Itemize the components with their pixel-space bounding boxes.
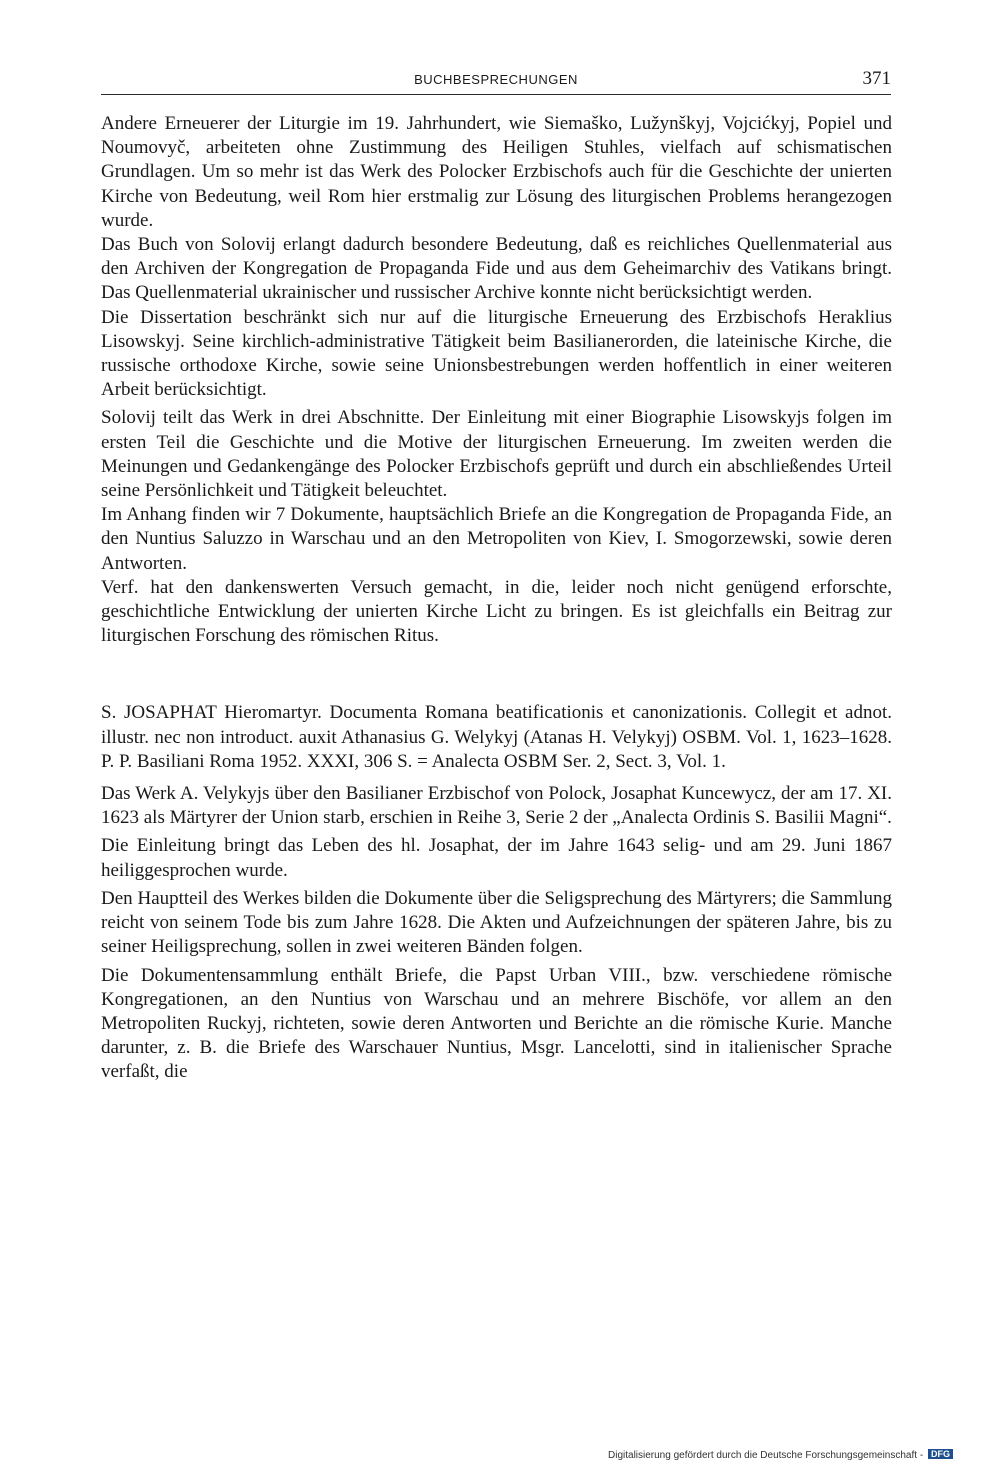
review2-paragraph-2: Die Einleitung bringt das Leben des hl. Josaphat, der im Jahre 1643 selig- und am 29. Juni 1867 heiliggesprochen wurde. bbox=[101, 835, 892, 881]
dfg-logo: DFG bbox=[928, 1449, 953, 1459]
review1-paragraph-4: Solovij teilt das Werk in drei Abschnitte. Der Einleitung mit einer Biographie Lisowskyjs folgen im ersten Teil die Geschichte und die Motive der liturgischen Erneuerung. Im zweiten werden die Meinungen und Gedankengänge des Polocker Erzbischofs geprüft und durch ein abschließendes Urteil seine Persönlichkeit und Tätigkeit beleuchtet. bbox=[101, 407, 892, 502]
footer-text: Digitalisierung gefördert durch die Deutsche Forschungsgemeinschaft - bbox=[608, 1450, 924, 1461]
review1-paragraph-3: Die Dissertation beschränkt sich nur auf die liturgische Erneuerung des Erzbischofs Heraklius Lisowskyj. Seine kirchlich-administrative Tätigkeit beim Basilianerorden, die lateinische Kirche, die russische orthodoxe Kirche, sowie seine Unionsbestrebungen werden hoffentlich in einer weiteren Arbeit berücksichtigt. bbox=[101, 306, 892, 401]
review2-citation: S. JOSAPHAT Hieromartyr. Documenta Romana beatificationis et canonizationis. Collegit et adnot. illustr. nec non introduct. auxit Athanasius G. Welykyj (Atanas H. Velykyj) OSBM. Vol. 1, 1623–1628. P. P. Basiliani Roma 1952. XXXI, 306 S. = Analecta OSBM Ser. 2, Sect. 3, Vol. 1. bbox=[101, 702, 892, 772]
review1-paragraph-1: Andere Erneuerer der Liturgie im 19. Jahrhundert, wie Siemaško, Lužynškyj, Vojcićkyj, Popiel und Noumovyč, arbeiteten ohne Zustimmung des Heiligen Stuhles, vielfach auf schismatischen Grundlagen. Um so mehr ist das Werk des Polocker Erzbischofs auch für die Geschichte der unierten Kirche von Bedeutung, weil Rom hier erstmalig zur Lösung des liturgischen Problems herangezogen wurde. bbox=[101, 113, 892, 231]
review2-paragraph-1: Das Werk A. Velykyjs über den Basilianer Erzbischof von Polock, Josaphat Kuncewycz, der am 17. XI. 1623 als Märtyrer der Union starb, erschien in Reihe 3, Serie 2 der „Analecta Ordinis S. Basilii Magni“. bbox=[101, 783, 892, 829]
digitization-footer bbox=[608, 1449, 988, 1461]
page-body bbox=[101, 112, 892, 1085]
page-number: 371 bbox=[862, 68, 891, 89]
review1-paragraph-5: Im Anhang finden wir 7 Dokumente, hauptsächlich Briefe an die Kongregation de Propaganda Fide, an den Nuntius Saluzzo in Warschau und an den Metropoliten von Kiev, I. Smogorzewski, sowie deren Antworten. bbox=[101, 504, 892, 574]
review2-paragraph-4: Die Dokumentensammlung enthält Briefe, die Papst Urban VIII., bzw. verschiedene römische Kongregationen, an den Nuntius von Warschau und an mehrere Bischöfe, vor allem an den Metropoliten Ruckyj, richteten, sowie deren Antworten und Berichte an die römische Kurie. Manche darunter, z. B. die Briefe des Warschauer Nuntius, Msgr. Lancelotti, sind in italienischer Sprache verfaßt, die bbox=[101, 964, 892, 1083]
review1-paragraph-2: Das Buch von Solovij erlangt dadurch besondere Bedeutung, daß es reichliches Quellenmaterial aus den Archiven der Kongregation de Propaganda Fide und aus dem Geheimarchiv des Vatikans bringt. Das Quellenmaterial ukrainischer und russischer Archive konnte nicht berücksichtigt werden. bbox=[101, 234, 892, 304]
review1-paragraph-6: Verf. hat den dankenswerten Versuch gemacht, in die, leider noch nicht genügend erforschte, geschichtliche Entwicklung der unierten Kirche Licht zu bringen. Es ist gleichfalls ein Beitrag zur liturgischen Forschung des römischen Ritus. bbox=[101, 576, 892, 647]
running-title: BUCHBESPRECHUNGEN bbox=[414, 72, 578, 87]
page-header bbox=[101, 66, 891, 95]
review2-paragraph-3: Den Hauptteil des Werkes bilden die Dokumente über die Seligsprechung des Märtyrers; die Sammlung reicht von seinem Tode bis zum Jahre 1628. Die Akten und Aufzeichnungen der späteren Jahre, bis zu seiner Heiligsprechung, sollen in zwei weiteren Bänden folgen. bbox=[101, 887, 892, 958]
